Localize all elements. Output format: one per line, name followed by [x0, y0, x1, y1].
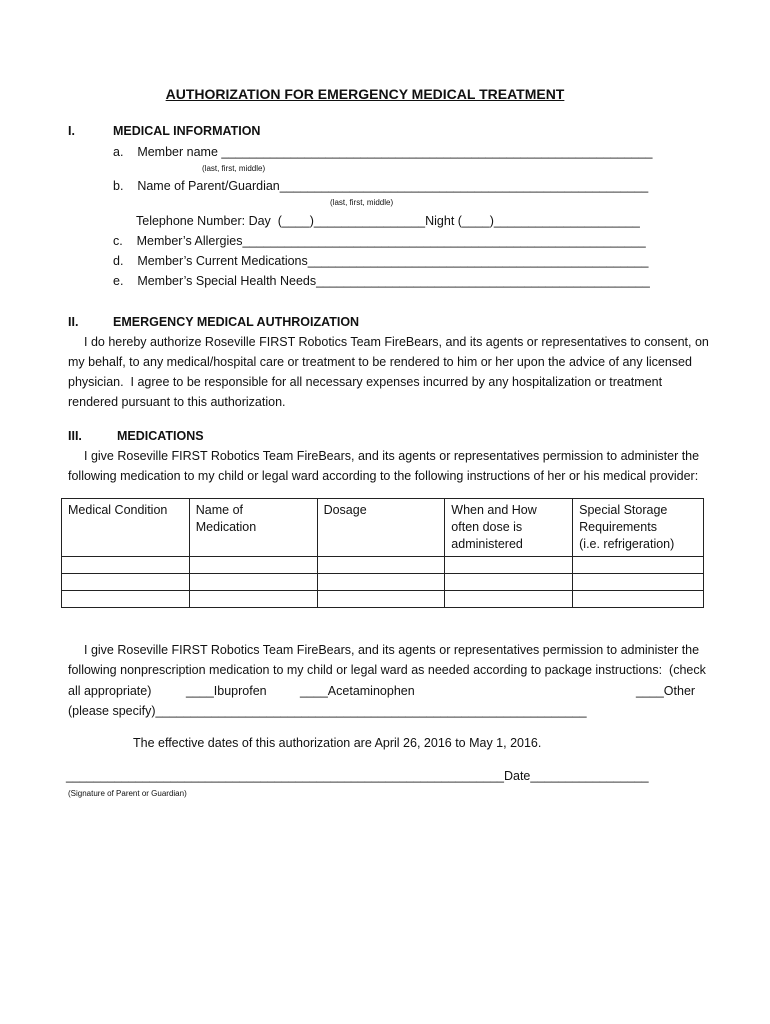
special-health-needs-field[interactable]: e. Member’s Special Health Needs________________________________________________	[113, 274, 650, 288]
other-checkbox[interactable]: ____Other	[636, 684, 696, 698]
please-specify-field[interactable]: (please specify)______________________________________________________________	[68, 704, 587, 718]
parent-guardian-field[interactable]: b. Name of Parent/Guardian_____________________________________________________	[113, 179, 649, 193]
table-cell[interactable]	[317, 573, 445, 590]
effective-dates: The effective dates of this authorization are April 26, 2016 to May 1, 2016.	[133, 736, 542, 750]
table-cell[interactable]	[189, 590, 317, 607]
table-cell[interactable]	[317, 556, 445, 573]
member-name-field[interactable]: a. Member name ______________________________________________________________	[113, 145, 653, 159]
section-1-heading: MEDICAL INFORMATION	[113, 124, 261, 138]
table-cell[interactable]	[317, 590, 445, 607]
allergies-field[interactable]: c. Member’s Allergies__________________________________________________________	[113, 234, 646, 248]
section-3-numeral: III.	[68, 429, 82, 443]
table-cell[interactable]	[62, 573, 190, 590]
table-cell[interactable]	[62, 590, 190, 607]
section-1-numeral: I.	[68, 124, 75, 138]
otc-text-line-1: I give Roseville FIRST Robotics Team FireBears, and its agents or representatives permission to administer the	[84, 643, 700, 657]
member-name-hint: (last, first, middle)	[202, 164, 266, 173]
authorization-text-line-1: I do hereby authorize Roseville FIRST Robotics Team FireBears, and its agents or representatives to consent, on	[84, 335, 709, 349]
form-title: AUTHORIZATION FOR EMERGENCY MEDICAL TREATMENT	[165, 86, 565, 102]
otc-text-line-3: all appropriate)	[68, 684, 152, 698]
signature-date-line[interactable]: _______________________________________________________________Date_________________	[66, 769, 649, 783]
table-cell[interactable]	[445, 573, 573, 590]
section-2-numeral: II.	[68, 315, 79, 329]
signature-caption: (Signature of Parent or Guardian)	[68, 789, 187, 798]
header-special-storage: Special Storage Requirements (i.e. refrigeration)	[573, 499, 704, 557]
medications-table	[61, 498, 704, 608]
table-row	[62, 590, 704, 607]
medications-text-line-1: I give Roseville FIRST Robotics Team FireBears, and its agents or representatives permission to administer the	[84, 449, 700, 463]
medications-text-line-2: following medication to my child or legal ward according to the following instructions of her or his medical provider:	[68, 469, 699, 483]
header-dosage: Dosage	[317, 499, 445, 557]
parent-guardian-hint: (last, first, middle)	[330, 198, 394, 207]
table-cell[interactable]	[445, 590, 573, 607]
otc-text-line-2: following nonprescription medication to my child or legal ward as needed according to package instructions: (check	[68, 663, 706, 677]
header-when-and-how: When and How often dose is administered	[445, 499, 573, 557]
header-medical-condition: Medical Condition	[62, 499, 190, 557]
current-medications-field[interactable]: d. Member’s Current Medications_________________________________________________	[113, 254, 649, 268]
telephone-field[interactable]: Telephone Number: Day (____)________________Night (____)_____________________	[136, 214, 640, 228]
table-cell[interactable]	[573, 590, 704, 607]
section-3-heading: MEDICATIONS	[117, 429, 204, 443]
table-cell[interactable]	[445, 556, 573, 573]
table-cell[interactable]	[189, 573, 317, 590]
authorization-text-line-3: physician. I agree to be responsible for all necessary expenses incurred by any hospitalization or treatment	[68, 375, 663, 389]
table-cell[interactable]	[573, 556, 704, 573]
table-header-row	[62, 499, 704, 557]
authorization-text-line-2: my behalf, to any medical/hospital care or treatment to be rendered to him or her upon the advice of any licensed	[68, 355, 692, 369]
ibuprofen-checkbox[interactable]: ____Ibuprofen	[186, 684, 267, 698]
section-2-heading: EMERGENCY MEDICAL AUTHROIZATION	[113, 315, 360, 329]
table-cell[interactable]	[62, 556, 190, 573]
table-cell[interactable]	[573, 573, 704, 590]
table-row	[62, 556, 704, 573]
table-row	[62, 573, 704, 590]
table-cell[interactable]	[189, 556, 317, 573]
authorization-text-line-4: rendered pursuant to this authorization.	[68, 395, 286, 409]
header-name-of-medication: Name of Medication	[189, 499, 317, 557]
acetaminophen-checkbox[interactable]: ____Acetaminophen	[300, 684, 415, 698]
